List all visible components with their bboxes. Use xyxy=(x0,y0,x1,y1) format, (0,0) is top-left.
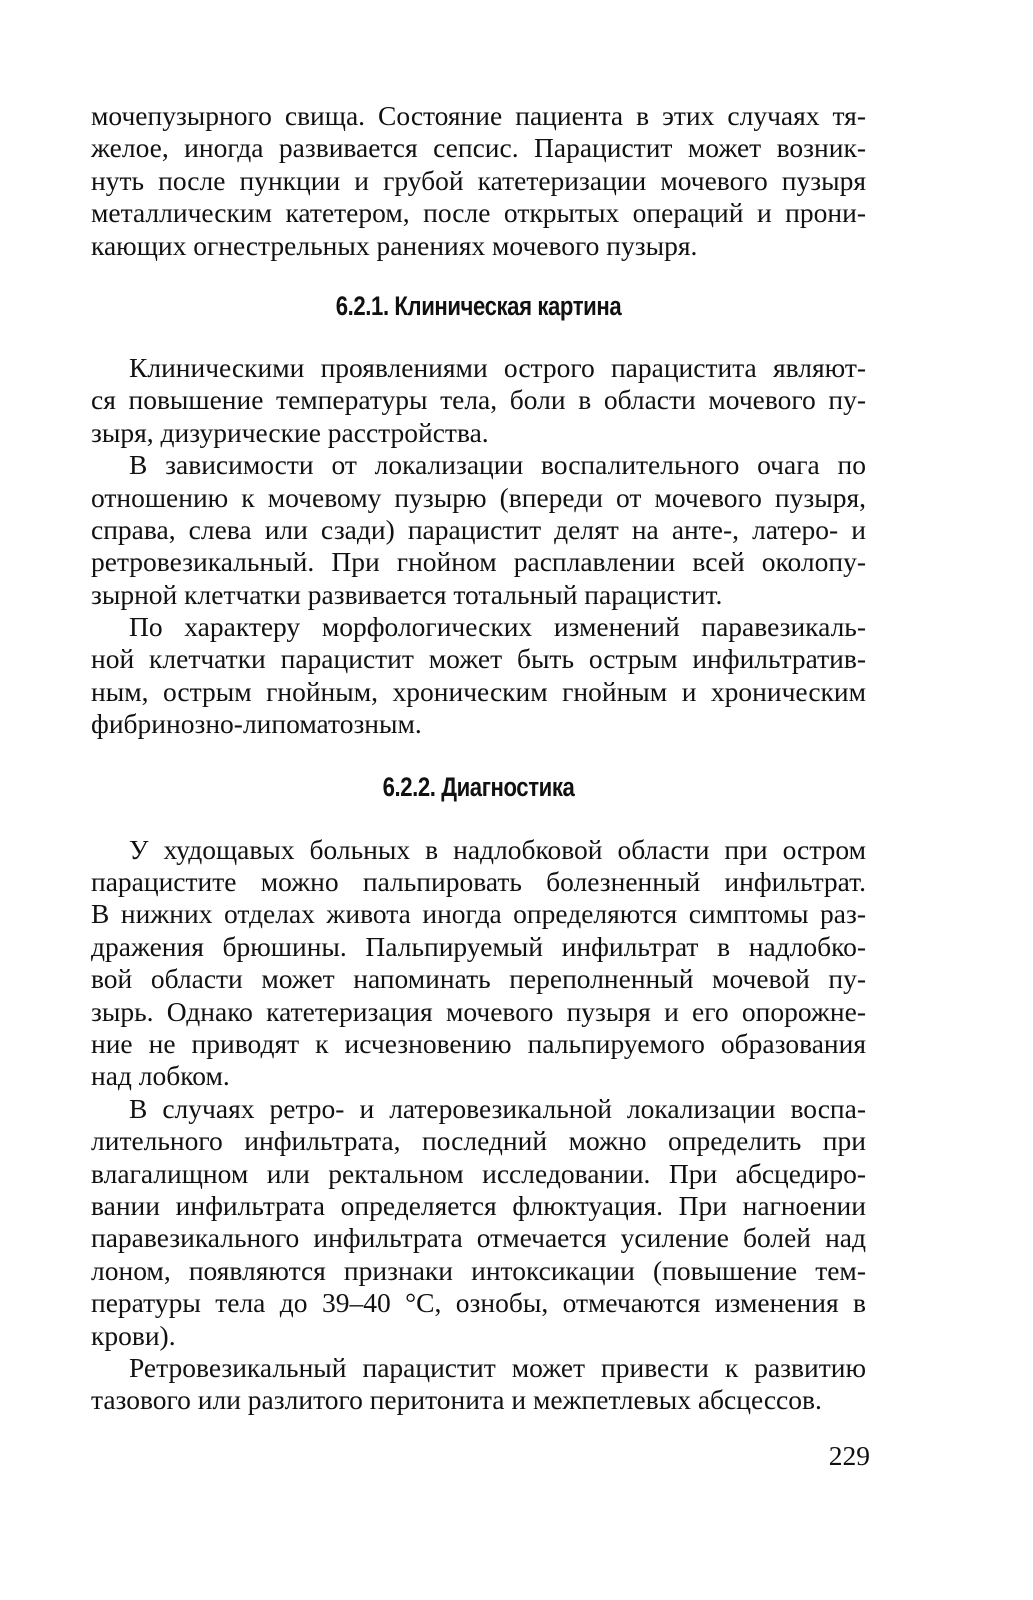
text-line: паравезикального инфильтрата отмечается усиление болей над xyxy=(91,1222,866,1254)
text-line: зыря, дизурические расстройства. xyxy=(91,416,489,448)
text-line: нуть после пункции и грубой катетеризации мочевого пузыря xyxy=(91,164,866,196)
paragraph xyxy=(91,1352,866,1417)
paragraph xyxy=(91,1093,866,1352)
text-line: зырь. Однако катетеризация мочевого пузыря и его опорожне- xyxy=(91,995,866,1027)
text-line: желое, иногда развивается сепсис. Парацистит может возник- xyxy=(91,132,866,164)
text-line: В случаях ретро- и латеровезикальной локализации воспа- xyxy=(129,1092,866,1124)
text-line: кающих огнестрельных ранениях мочевого пузыря. xyxy=(91,229,698,261)
text-line: мочепузырного свища. Состояние пациента в этих случаях тя- xyxy=(91,100,866,131)
text-line: вании инфильтрата определяется флюктуация. При нагноении xyxy=(91,1189,866,1221)
text-line: В зависимости от локализации воспалительного очага по xyxy=(129,449,866,481)
text-line: У худощавых больных в надлобковой области при остром xyxy=(129,833,866,865)
section-heading-diagnostics: 6.2.2. Диагностика xyxy=(382,771,575,802)
text-line: ретровезикальный. При гнойном расплавлении всей околопу- xyxy=(91,546,866,578)
text-line: В нижних отделах живота иногда определяются симптомы раз- xyxy=(91,898,866,930)
page-body xyxy=(91,100,866,1417)
text-line: По характеру морфологических изменений паравезикаль- xyxy=(129,611,866,643)
text-line: пературы тела до 39–40 °С, ознобы, отмечаются изменения в xyxy=(91,1287,866,1319)
paragraph xyxy=(91,352,866,449)
text-line: дражения брюшины. Пальпируемый инфильтрат в надлобко- xyxy=(91,930,866,962)
text-line: ным, острым гнойным, хроническим гнойным и хроническим xyxy=(91,675,866,707)
text-line: Ретровезикальный парацистит может привести к развитию xyxy=(129,1351,866,1383)
text-line: справа, слева или сзади) парацистит делят на анте-, латеро- и xyxy=(91,513,866,545)
text-line: ся повышение температуры тела, боли в области мочевого пу- xyxy=(91,384,866,416)
text-line: фибринозно-липоматозным. xyxy=(91,708,422,740)
text-line: отношению к мочевому пузырю (впереди от мочевого пузыря, xyxy=(91,481,866,513)
text-line: ной клетчатки парацистит может быть острым инфильтратив- xyxy=(91,643,866,675)
text-line: лительного инфильтрата, последний можно определить при xyxy=(91,1125,866,1157)
paragraph xyxy=(91,611,866,741)
text-line: ние не приводят к исчезновению пальпируемого образования xyxy=(91,1027,866,1059)
text-line: парацистите можно пальпировать болезненный инфильтрат. xyxy=(91,866,866,898)
text-line: Клиническими проявлениями острого парацистита являют- xyxy=(129,351,866,383)
text-line: влагалищном или ректальном исследовании. При абсцедиро- xyxy=(91,1157,866,1189)
text-line: крови). xyxy=(91,1319,176,1351)
text-line: тазового или разлитого перитонита и межпетлевых абсцессов. xyxy=(91,1384,822,1416)
text-line: металлическим катетером, после открытых операций и прони- xyxy=(91,197,866,229)
text-line: лоном, появляются признаки интоксикации (повышение тем- xyxy=(91,1254,866,1286)
intro-paragraph xyxy=(91,100,866,262)
text-line: над лобком. xyxy=(91,1060,230,1092)
section-heading-clinical-picture: 6.2.1. Клиническая картина xyxy=(335,290,622,321)
page-number: 229 xyxy=(828,1440,870,1471)
text-line: зырной клетчатки развивается тотальный парацистит. xyxy=(91,578,723,610)
paragraph xyxy=(91,449,866,611)
text-line: вой области может напоминать переполненный мочевой пу- xyxy=(91,963,866,995)
paragraph xyxy=(91,834,866,1093)
